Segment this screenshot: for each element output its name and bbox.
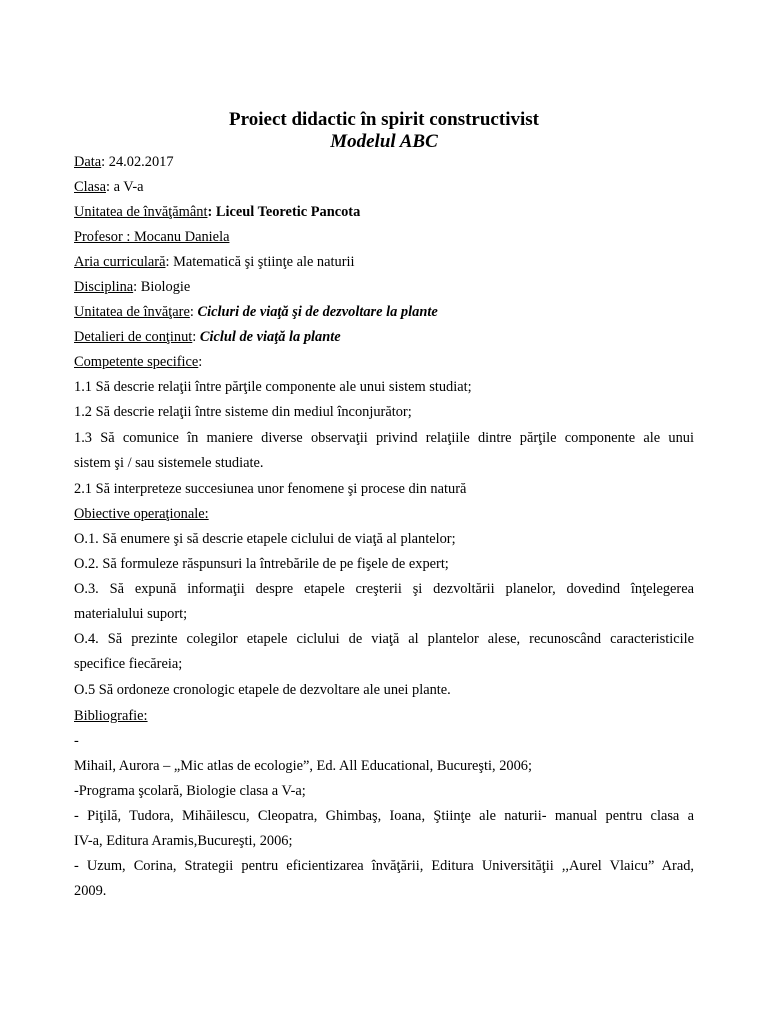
bibliografie-item: - — [74, 733, 79, 749]
bibliografie-item: Mihail, Aurora – „Mic atlas de ecologie”, Ed. All Educational, Bucureşti, 2006; — [74, 758, 532, 774]
obiectiv-item-continuation: materialului suport; — [74, 606, 188, 622]
field-unitate-invatamant — [74, 203, 694, 221]
field-detalieri-continut — [74, 328, 694, 346]
field-value: Cicluri de viaţă şi de dezvoltare la plante — [197, 304, 438, 320]
field-value: Ciclul de viaţă la plante — [199, 329, 341, 345]
field-label: Data — [74, 154, 102, 170]
field-label: Clasa — [74, 179, 106, 195]
obiective-heading: Obiective operaţionale: — [74, 506, 209, 522]
bibliografie-item: -Programa şcolară, Biologie clasa a V-a; — [74, 783, 306, 799]
field-disciplina — [74, 278, 694, 296]
field-profesor — [74, 228, 694, 246]
competenta-item: 2.1 Să interpreteze succesiunea unor fenomene şi procese din natură — [74, 481, 467, 497]
field-separator: : — [192, 329, 200, 345]
obiectiv-item: O.1. Să enumere şi să descrie etapele ciclului de viaţă al plantelor; — [74, 531, 456, 547]
document-title: Proiect didactic în spirit constructivist — [229, 109, 539, 130]
field-data — [74, 153, 694, 171]
heading-colon: : — [198, 354, 203, 370]
obiectiv-item: O.4. Să prezinte colegilor etapele ciclului de viaţă al plantelor alese, recunoscând caracteristicile — [74, 631, 694, 647]
obiectiv-item: O.5 Să ordoneze cronologic etapele de dezvoltare ale unei plante. — [74, 682, 451, 698]
bibliografie-item-continuation: 2009. — [74, 883, 107, 899]
field-label: Detalieri de conţinut — [74, 329, 193, 345]
document-subtitle: Modelul ABC — [330, 131, 438, 152]
competenta-item: 1.2 Să descrie relaţii între sisteme din mediul înconjurător; — [74, 404, 412, 420]
field-separator: : — [189, 304, 198, 320]
competente-heading — [74, 353, 694, 371]
field-aria-curriculara — [74, 253, 694, 271]
field-label: Aria curriculară — [74, 254, 166, 270]
competenta-item: 1.1 Să descrie relaţii între părţile componente ale unui sistem studiat; — [74, 379, 472, 395]
competenta-item-continuation: sistem şi / sau sistemele studiate. — [74, 455, 264, 471]
competenta-item: 1.3 Să comunice în maniere diverse observaţii privind relaţiile dintre părţile componente ale unui — [74, 430, 694, 446]
field-value: : Biologie — [133, 279, 191, 295]
field-value: : a V-a — [105, 179, 144, 195]
bibliografie-item: - Uzum, Corina, Strategii pentru eficientizarea învăţării, Editura Universităţii ,,Aurel Vlaicu” Arad, — [74, 858, 694, 874]
obiectiv-item: O.3. Să expună informaţii despre etapele creşterii şi dezvoltării planelor, dovedind înţelegerea — [74, 581, 694, 597]
obiectiv-item: O.2. Să formuleze răspunsuri la întrebările de pe fişele de expert; — [74, 556, 449, 572]
field-label: Disciplina — [74, 279, 134, 295]
field-label: Profesor : Mocanu Daniela — [74, 229, 230, 245]
field-clasa — [74, 178, 694, 196]
obiectiv-item-continuation: specifice fiecăreia; — [74, 656, 183, 672]
bibliografie-heading: Bibliografie: — [74, 708, 148, 724]
bibliografie-item-continuation: IV-a, Editura Aramis,Bucureşti, 2006; — [74, 833, 293, 849]
field-value: : 24.02.2017 — [101, 154, 174, 170]
section-heading: Competente specifice — [74, 354, 199, 370]
field-value: : Liceul Teoretic Pancota — [207, 204, 361, 220]
field-unitate-invatare — [74, 303, 694, 321]
field-label: Unitatea de învăţare — [74, 304, 190, 320]
field-label: Unitatea de învăţământ — [74, 204, 208, 220]
bibliografie-item: - Piţilă, Tudora, Mihăilescu, Cleopatra, Ghimbaş, Ioana, Ştiinţe ale naturii- manual pentru clasa a — [74, 808, 694, 824]
field-value: : Matematică şi ştiinţe ale naturii — [165, 254, 355, 270]
